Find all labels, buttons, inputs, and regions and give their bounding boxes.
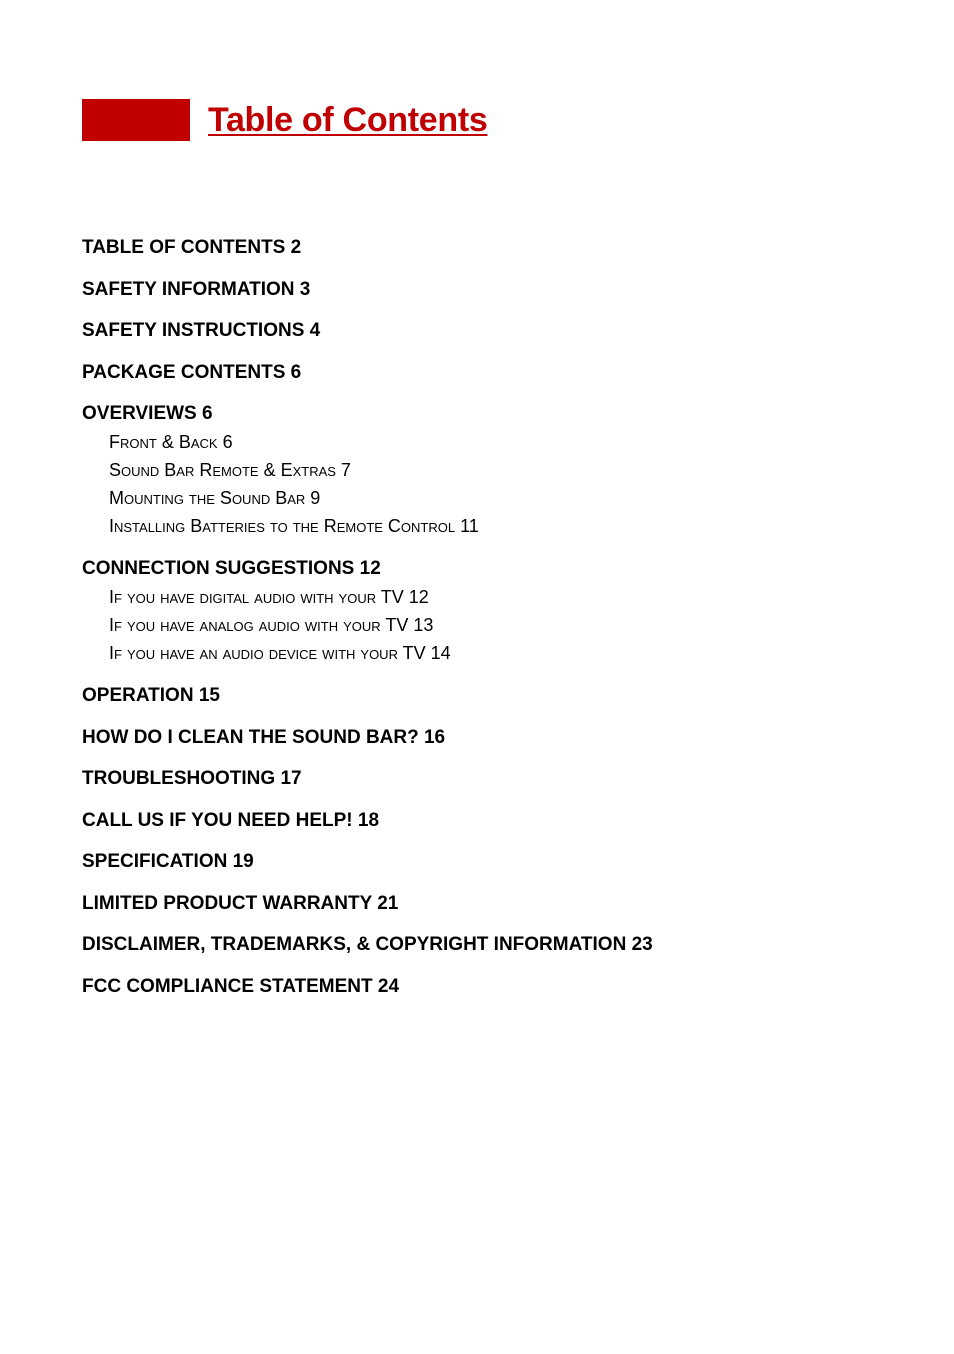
toc-entry-table-of-contents[interactable]: TABLE OF CONTENTS 2	[82, 237, 302, 258]
toc-entry-overviews[interactable]: OVERVIEWS 6	[82, 403, 213, 424]
toc-sublist-overviews	[82, 428, 882, 540]
toc-entry-connection-suggestions[interactable]: CONNECTION SUGGESTIONS 12	[82, 558, 381, 579]
red-accent-bar	[82, 99, 190, 141]
toc-subentry-audio-device[interactable]: If you have an audio device with your TV 14	[109, 643, 451, 663]
toc-entry-disclaimer[interactable]: DISCLAIMER, TRADEMARKS, & COPYRIGHT INFORMATION 23	[82, 934, 653, 955]
toc-heading	[82, 99, 487, 141]
toc-entry-operation[interactable]: OPERATION 15	[82, 685, 220, 706]
toc-entry-safety-instructions[interactable]: SAFETY INSTRUCTIONS 4	[82, 320, 321, 341]
toc-subentry-mounting[interactable]: Mounting the Sound Bar 9	[109, 488, 321, 508]
toc-sublist-connection	[82, 583, 882, 667]
toc-subentry-batteries[interactable]: Installing Batteries to the Remote Control 11	[109, 516, 479, 536]
toc-entry-safety-information[interactable]: SAFETY INFORMATION 3	[82, 278, 311, 300]
toc-entry-fcc[interactable]: FCC COMPLIANCE STATEMENT 24	[82, 975, 400, 997]
toc-entry-call-us[interactable]: CALL US IF YOU NEED HELP! 18	[82, 809, 380, 831]
toc-entry-specification[interactable]: SPECIFICATION 19	[82, 851, 254, 872]
table-of-contents	[82, 236, 882, 1016]
toc-entry-package-contents[interactable]: PACKAGE CONTENTS 6	[82, 361, 302, 383]
toc-subentry-analog-audio[interactable]: If you have analog audio with your TV 13	[109, 615, 434, 635]
page-title: Table of Contents	[208, 101, 488, 139]
toc-subentry-remote-extras[interactable]: Sound Bar Remote & Extras 7	[109, 460, 351, 480]
toc-entry-warranty[interactable]: LIMITED PRODUCT WARRANTY 21	[82, 892, 399, 914]
toc-subentry-front-back[interactable]: Front & Back 6	[109, 432, 233, 452]
toc-entry-clean[interactable]: HOW DO I CLEAN THE SOUND BAR? 16	[82, 726, 446, 748]
toc-entry-troubleshooting[interactable]: TROUBLESHOOTING 17	[82, 768, 302, 789]
toc-subentry-digital-audio[interactable]: If you have digital audio with your TV 12	[109, 587, 429, 607]
